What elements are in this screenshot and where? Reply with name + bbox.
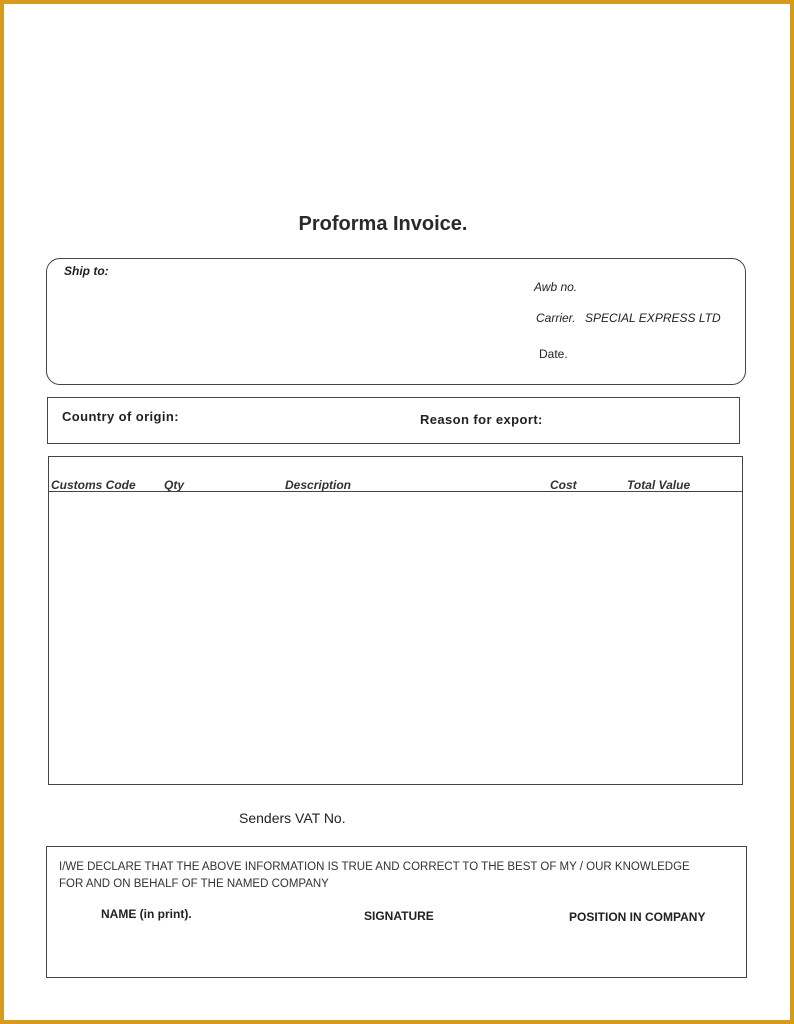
awb-label: Awb no. bbox=[534, 280, 578, 294]
reason-for-export-label: Reason for export: bbox=[420, 412, 543, 427]
declaration-on-behalf: FOR AND ON BEHALF OF THE NAMED COMPANY bbox=[59, 878, 329, 890]
column-header-customs-code: Customs Code bbox=[51, 478, 136, 492]
items-table bbox=[48, 456, 743, 785]
column-header-qty: Qty bbox=[164, 478, 185, 492]
date-label: Date. bbox=[539, 347, 568, 361]
page-title: Proforma Invoice. bbox=[298, 213, 468, 235]
column-header-total-value: Total Value bbox=[627, 478, 691, 492]
column-header-cost: Cost bbox=[550, 478, 577, 492]
declaration-statement: I/WE DECLARE THAT THE ABOVE INFORMATION IS TRUE AND CORRECT TO THE BEST OF MY / OUR KNOWLEDGE bbox=[59, 861, 690, 873]
country-of-origin-label: Country of origin: bbox=[62, 409, 179, 424]
name-in-print-label: NAME (in print). bbox=[101, 907, 192, 921]
column-header-description: Description bbox=[285, 478, 352, 492]
carrier-label: Carrier. bbox=[536, 311, 576, 325]
senders-vat-label: Senders VAT No. bbox=[239, 810, 346, 826]
ship-to-label: Ship to: bbox=[64, 264, 109, 278]
position-in-company-label: POSITION IN COMPANY bbox=[569, 910, 706, 924]
signature-label: SIGNATURE bbox=[364, 909, 434, 923]
carrier-value: SPECIAL EXPRESS LTD bbox=[585, 311, 721, 325]
